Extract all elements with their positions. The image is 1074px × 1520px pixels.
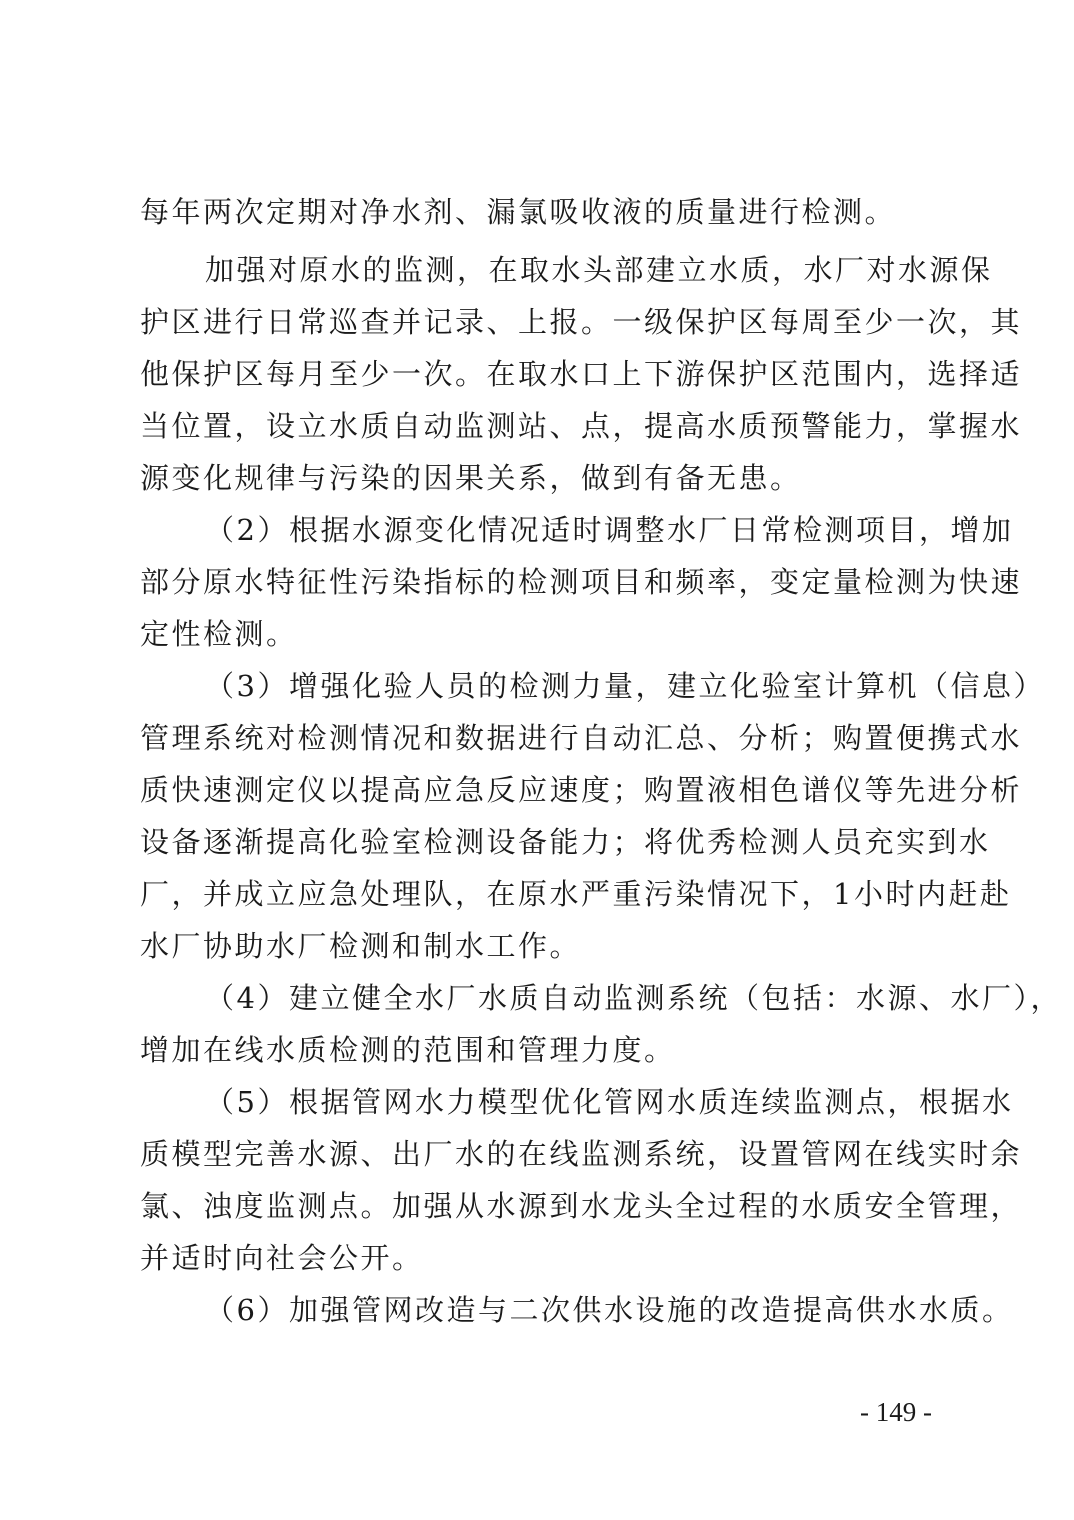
text-line: 部分原水特征性污染指标的检测项目和频率，变定量检测为快速 bbox=[140, 565, 1023, 599]
text-line: 氯、浊度监测点。加强从水源到水龙头全过程的水质安全管理， bbox=[140, 1189, 1023, 1223]
page-number: - 149 - bbox=[860, 1397, 932, 1427]
text-line: 厂，并成立应急处理队，在原水严重污染情况下，1小时内赶赴 bbox=[140, 877, 1012, 911]
text-line: 源变化规律与污染的因果关系，做到有备无患。 bbox=[140, 461, 802, 495]
text-line: 每年两次定期对净水剂、漏氯吸收液的质量进行检测。 bbox=[140, 195, 897, 229]
text-line: 管理系统对检测情况和数据进行自动汇总、分析；购置便携式水 bbox=[140, 721, 1023, 755]
text-line: 他保护区每月至少一次。在取水口上下游保护区范围内，选择适 bbox=[140, 357, 1023, 391]
text-line: 并适时向社会公开。 bbox=[140, 1241, 424, 1275]
text-line: （6）加强管网改造与二次供水设施的改造提高供水水质。 bbox=[205, 1293, 1014, 1327]
text-line: 加强对原水的监测，在取水头部建立水质，水厂对水源保 bbox=[205, 253, 993, 287]
text-line: （2）根据水源变化情况适时调整水厂日常检测项目，增加 bbox=[205, 513, 1014, 547]
text-line: 质快速测定仪以提高应急反应速度；购置液相色谱仪等先进分析 bbox=[140, 773, 1023, 807]
text-line: （4）建立健全水厂水质自动监测系统（包括：水源、水厂）， bbox=[205, 981, 1062, 1015]
text-line: 当位置，设立水质自动监测站、点，提高水质预警能力，掌握水 bbox=[140, 409, 1023, 443]
text-line: （3）增强化验人员的检测力量，建立化验室计算机（信息） bbox=[205, 669, 1045, 703]
text-line: 设备逐渐提高化验室检测设备能力；将优秀检测人员充实到水 bbox=[140, 825, 991, 859]
text-line: （5）根据管网水力模型优化管网水质连续监测点，根据水 bbox=[205, 1085, 1014, 1119]
text-line: 增加在线水质检测的范围和管理力度。 bbox=[140, 1033, 676, 1067]
text-line: 水厂协助水厂检测和制水工作。 bbox=[140, 929, 582, 963]
text-line: 护区进行日常巡查并记录、上报。一级保护区每周至少一次，其 bbox=[140, 305, 1023, 339]
text-line: 质模型完善水源、出厂水的在线监测系统，设置管网在线实时余 bbox=[140, 1137, 1023, 1171]
text-line: 定性检测。 bbox=[140, 617, 298, 651]
